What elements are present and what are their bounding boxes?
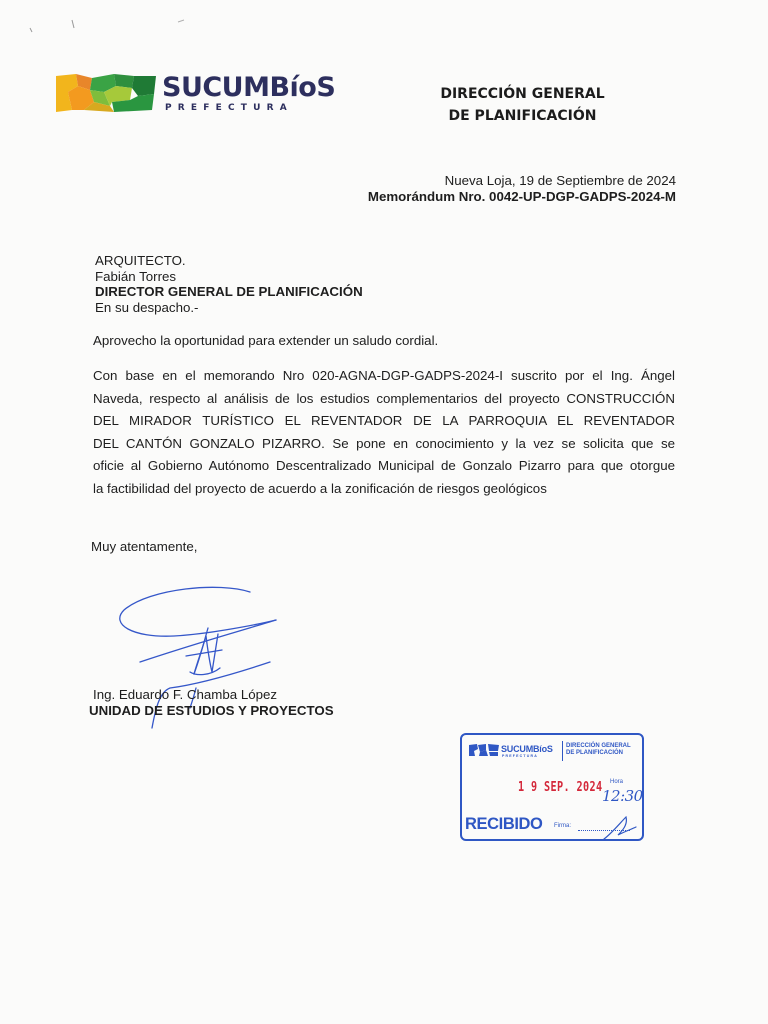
sucumbios-logo [54, 72, 354, 116]
stamp-received-date: 1 9 SEP. 2024 [518, 780, 603, 795]
memo-number: Memorándum Nro. 0042-UP-DGP-GADPS-2024-M [367, 189, 676, 204]
received-stamp [460, 733, 644, 841]
stamp-brand: SUCUMBíoS [501, 744, 553, 754]
department-line-1: DIRECCIÓN GENERAL [440, 86, 605, 102]
stamp-hora-value: 12:30 [602, 787, 643, 805]
stamp-brand-sub: PREFECTURA [502, 754, 538, 758]
date-line: Nueva Loja, 19 de Septiembre de 2024 [444, 173, 676, 188]
stamp-initials-signature [600, 809, 640, 843]
body-line: la factibilidad del proyecto de acuerdo a la zonificación de riesgos geológicos [93, 480, 547, 496]
body-line: oficie al Gobierno Autónomo Descentralizado Municipal de Gonzalo Pizarro para que otorgue [93, 458, 675, 473]
body-line: Con base en el memorando Nro 020-AGNA-DGP-GADPS-2024-I suscrito por el Ing. Ángel [93, 368, 675, 383]
stamp-department-line-1: DIRECCIÓN GENERAL [566, 743, 631, 749]
stamp-department-line-2: DE PLANIFICACIÓN [566, 750, 623, 756]
department-heading [430, 83, 615, 127]
signer-unit: UNIDAD DE ESTUDIOS Y PROYECTOS [89, 703, 334, 718]
addressee-title: ARQUITECTO. [95, 253, 186, 268]
addressee-block [95, 253, 363, 315]
stamp-divider [562, 741, 563, 761]
addressee-position: DIRECTOR GENERAL DE PLANIFICACIÓN [95, 284, 363, 299]
body-line: DEL CANTÓN GONZALO PIZARRO. Se pone en conocimiento y la vez se solicita que se [93, 435, 675, 451]
logo-subtitle: PREFECTURA [165, 103, 293, 113]
closing: Muy atentamente, [91, 539, 198, 554]
logo-name: SUCUMBíoS [162, 72, 336, 103]
stamp-logo-mark-icon [468, 743, 500, 757]
body-paragraph [93, 365, 675, 500]
greeting: Aprovecho la oportunidad para extender un saludo cordial. [93, 333, 439, 348]
body-line: DEL MIRADOR TURÍSTICO EL REVENTADOR DE LA PARROQUIA EL REVENTADOR [93, 413, 675, 428]
stamp-hora-label: Hora [610, 779, 624, 785]
scan-artifact [20, 14, 220, 54]
department-line-2: DE PLANIFICACIÓN [448, 108, 597, 124]
stamp-recibido-label: RECIBIDO [465, 815, 543, 833]
stamp-logo [468, 743, 564, 759]
logo-mark-icon [54, 72, 158, 114]
body-line: Naveda, respecto al análisis de los estudios complementarios del proyecto CONSTRUCCIÓN [93, 390, 675, 406]
addressee-location: En su despacho.- [95, 299, 199, 315]
signer-name: Ing. Eduardo F. Chamba López [93, 687, 278, 702]
addressee-name: Fabián Torres [95, 268, 177, 284]
stamp-firma-label: Firma: [554, 823, 571, 829]
stamp-department [566, 743, 638, 757]
